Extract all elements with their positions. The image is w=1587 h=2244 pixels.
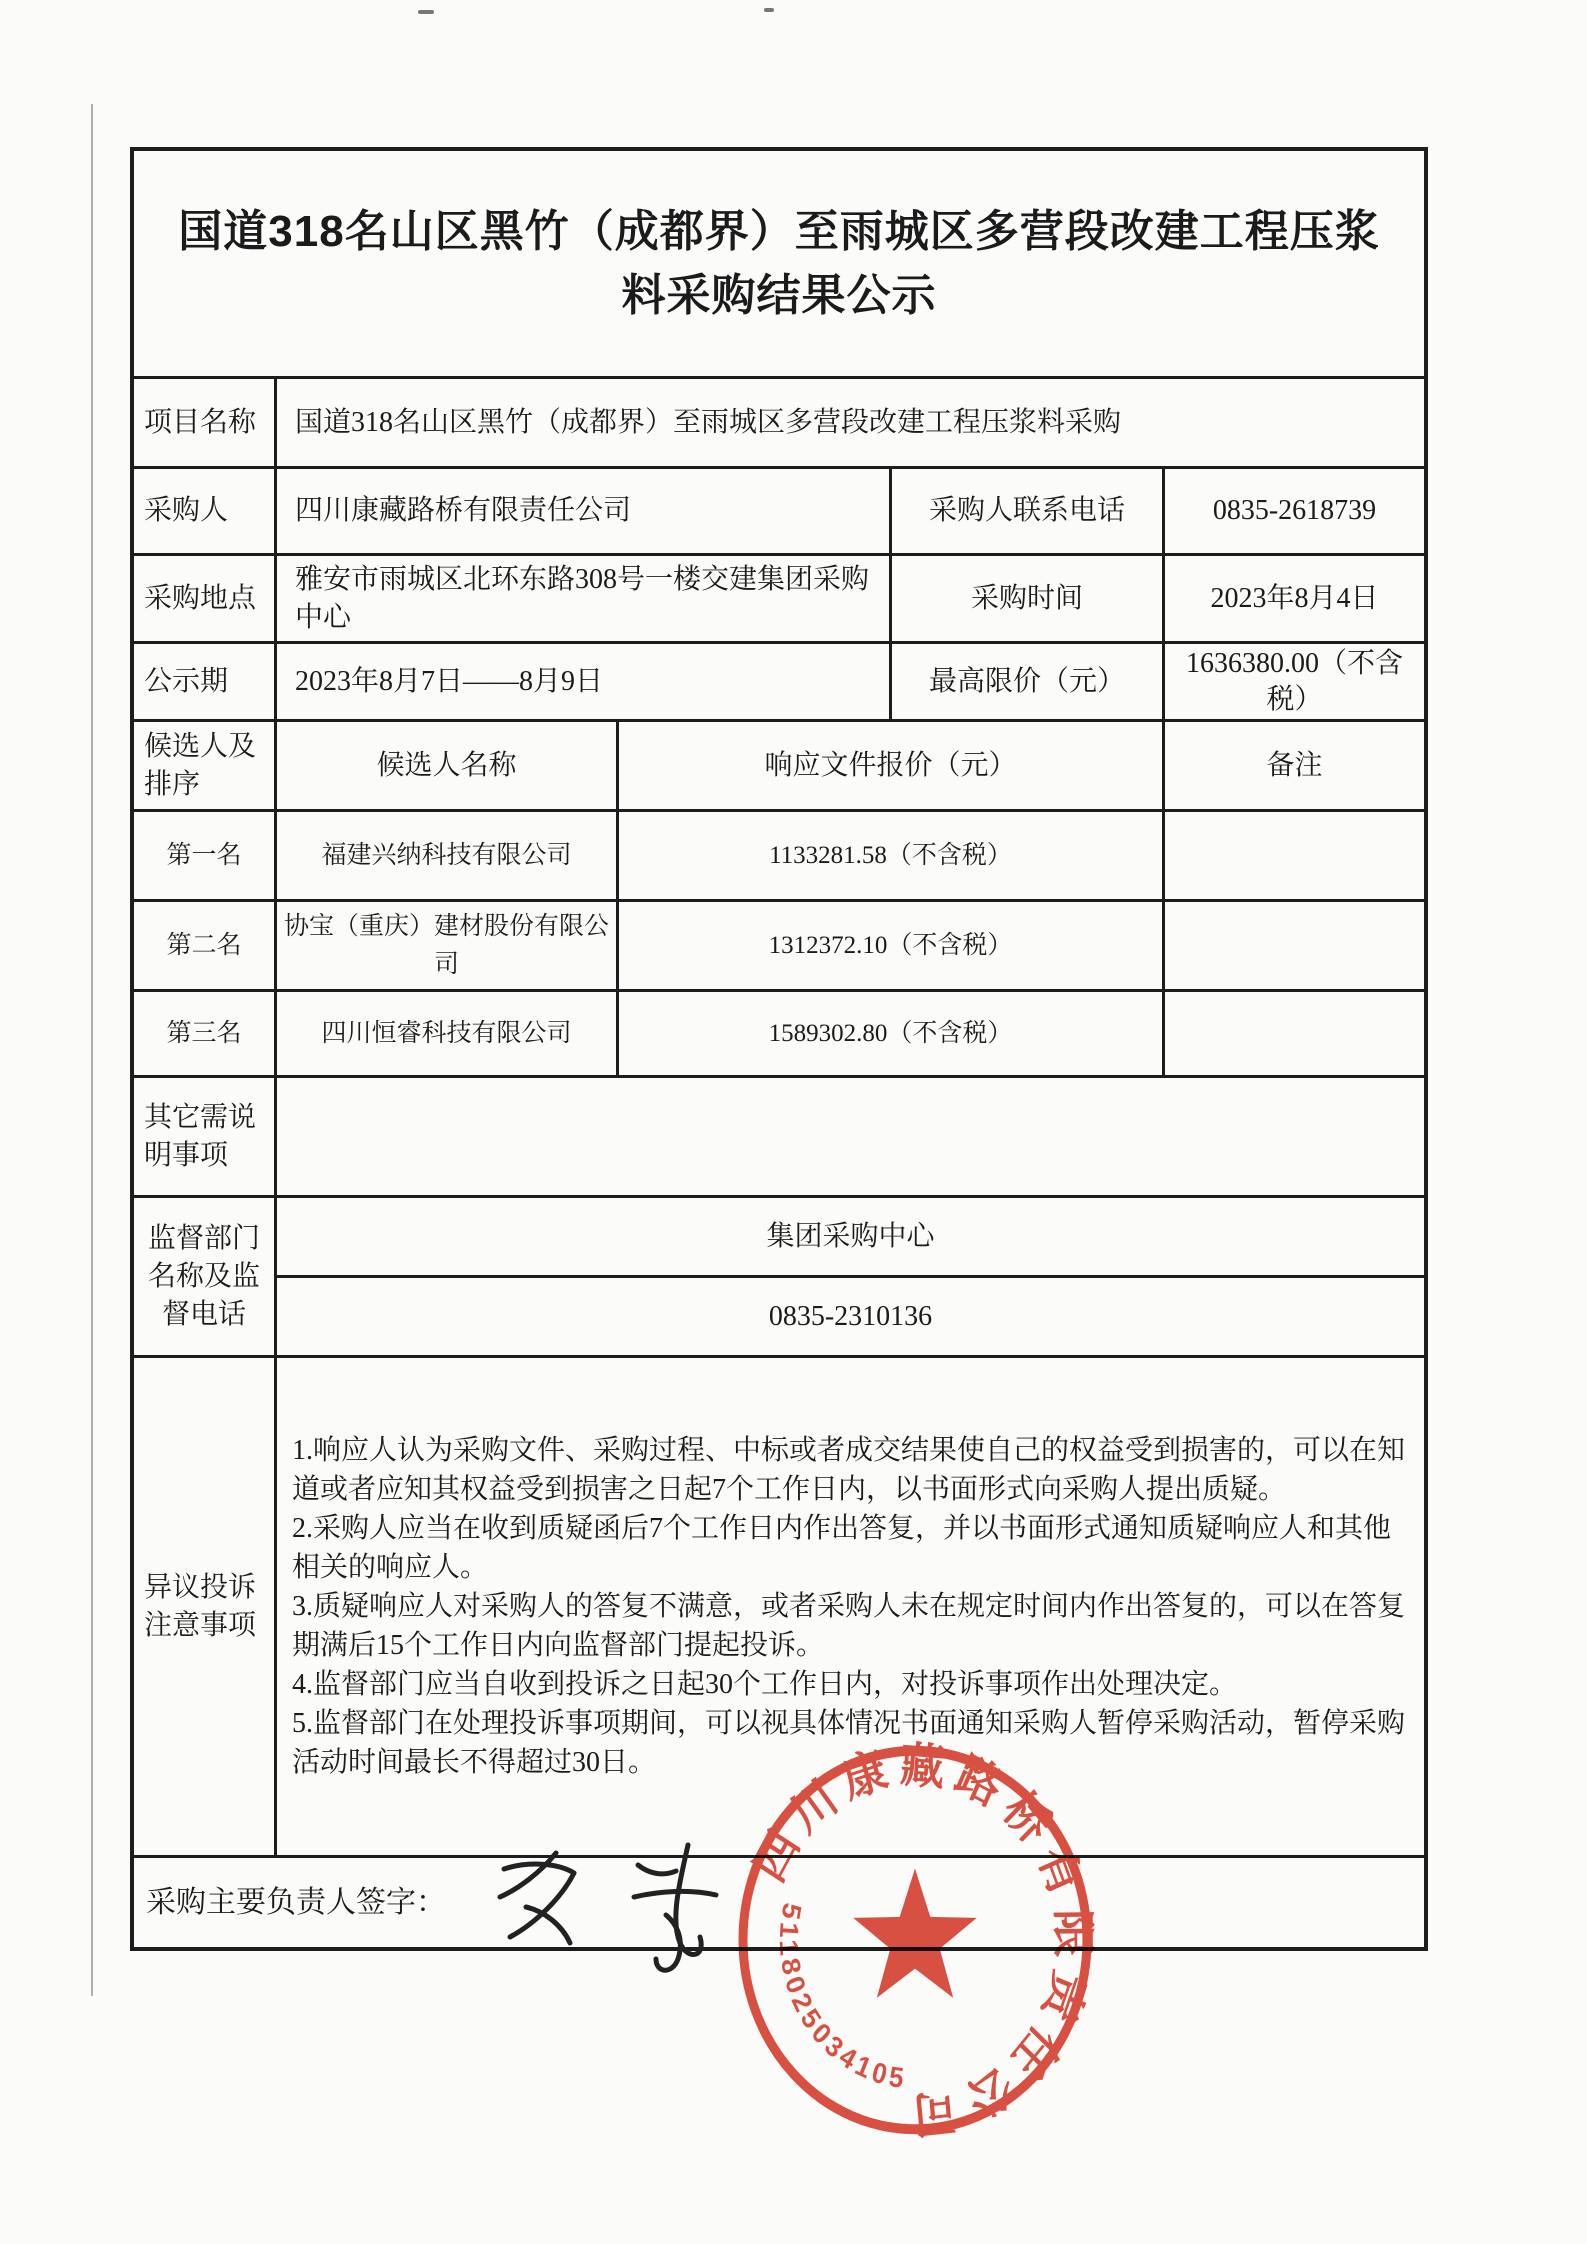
supervision-phone: 0835-2310136 [277, 1275, 1424, 1355]
candidate-row-2 [134, 899, 1424, 989]
purchase-time-value: 2023年8月4日 [1162, 556, 1424, 641]
candidate-rank: 第三名 [166, 1019, 242, 1047]
objection-item: 2.采购人应当在收到质疑函后7个工作日内作出答复，并以书面形式通知质疑响应人和其他相关的响应人。 [292, 1513, 1392, 1583]
doc-title [134, 200, 1424, 328]
supervision-department: 集团采购中心 [766, 1220, 935, 1252]
other-notes-value [274, 1078, 1424, 1195]
row-publicity-period [134, 641, 1424, 719]
candidate-price: 1312372.10（不含税） [616, 902, 1162, 989]
scan-edge-line [91, 104, 93, 1996]
purchaser-phone-value: 0835-2618739 [1162, 469, 1424, 553]
signature-label: 采购主要负责人签字： [146, 1885, 446, 1919]
doc-title-line2: 料采购结果公示 [621, 270, 937, 320]
publicity-label: 公示期 [144, 665, 229, 697]
purchaser-value: 四川康藏路桥有限责任公司 [274, 469, 889, 553]
candidate-price: 1589302.80（不含税） [616, 992, 1162, 1075]
location-label: 采购地点 [144, 582, 257, 614]
project-name-label: 项目名称 [144, 406, 257, 438]
candidates-price-header: 响应文件报价（元） [616, 722, 1162, 809]
candidate-remark [1162, 902, 1424, 989]
candidate-remark [1162, 812, 1424, 899]
supervision-label: 监督部门名称及监督电话 [147, 1222, 260, 1330]
seal-star-icon [853, 1869, 977, 1998]
title-row [134, 151, 1424, 376]
other-notes-label: 其它需说明事项 [144, 1101, 257, 1171]
candidates-remark-header: 备注 [1162, 722, 1424, 809]
publicity-value: 2023年8月7日——8月9日 [274, 644, 889, 719]
doc-title-line1: 国道318名山区黑竹（成都界）至雨城区多营段改建工程压浆 [178, 206, 1380, 256]
row-other-notes [134, 1075, 1424, 1195]
objection-item: 3.质疑响应人对采购人的答复不满意，或者采购人未在规定时间内作出答复的，可以在答复期满后15个工作日内向监督部门提起投诉。 [292, 1591, 1406, 1661]
max-price-label: 最高限价（元） [889, 644, 1162, 719]
row-supervision [134, 1195, 1424, 1355]
candidate-name: 协宝（重庆）建材股份有限公司 [274, 902, 616, 989]
purchase-time-label: 采购时间 [889, 556, 1162, 641]
candidate-rank: 第二名 [166, 931, 242, 959]
seal-code: 5118025034105 [773, 1900, 910, 2095]
candidate-row-1 [134, 809, 1424, 899]
purchaser-phone-label: 采购人联系电话 [889, 469, 1162, 553]
objection-item: 1.响应人认为采购文件、采购过程、中标或者成交结果使自己的权益受到损害的，可以在知道或者应知其权益受到损害之日起7个工作日内，以书面形式向采购人提出质疑。 [292, 1435, 1406, 1505]
scan-speck [764, 8, 774, 12]
candidates-rank-header: 候选人及排序 [144, 730, 257, 800]
candidate-name: 福建兴纳科技有限公司 [274, 812, 616, 899]
objection-item: 5.监督部门在处理投诉事项期间，可以视具体情况书面通知采购人暂停采购活动，暂停采购活动时间最长不得超过30日。 [292, 1708, 1406, 1778]
row-location [134, 553, 1424, 641]
supervision-values [274, 1198, 1424, 1355]
company-seal-icon [695, 1700, 1135, 2180]
candidates-name-header: 候选人名称 [274, 722, 616, 809]
project-name-value: 国道318名山区黑竹（成都界）至雨城区多营段改建工程压浆料采购 [274, 379, 1424, 466]
objection-label: 异议投诉注意事项 [144, 1571, 257, 1641]
scan-speck [418, 10, 434, 14]
max-price-value: 1636380.00（不含税） [1162, 644, 1424, 719]
seal-company-name: 四川康藏路桥有限责任公司 [744, 1737, 1099, 2144]
candidate-rank: 第一名 [166, 841, 242, 869]
purchaser-label: 采购人 [144, 495, 229, 526]
location-value: 雅安市雨城区北环东路308号一楼交建集团采购中心 [274, 556, 889, 641]
objection-item: 4.监督部门应当自收到投诉之日起30个工作日内，对投诉事项作出处理决定。 [292, 1669, 1238, 1700]
row-purchaser [134, 466, 1424, 553]
candidate-row-3 [134, 989, 1424, 1075]
announcement-table [130, 147, 1428, 1951]
row-project-name [134, 376, 1424, 466]
candidate-remark [1162, 992, 1424, 1075]
candidate-name: 四川恒睿科技有限公司 [274, 992, 616, 1075]
candidate-price: 1133281.58（不含税） [616, 812, 1162, 899]
row-candidates-header [134, 719, 1424, 809]
